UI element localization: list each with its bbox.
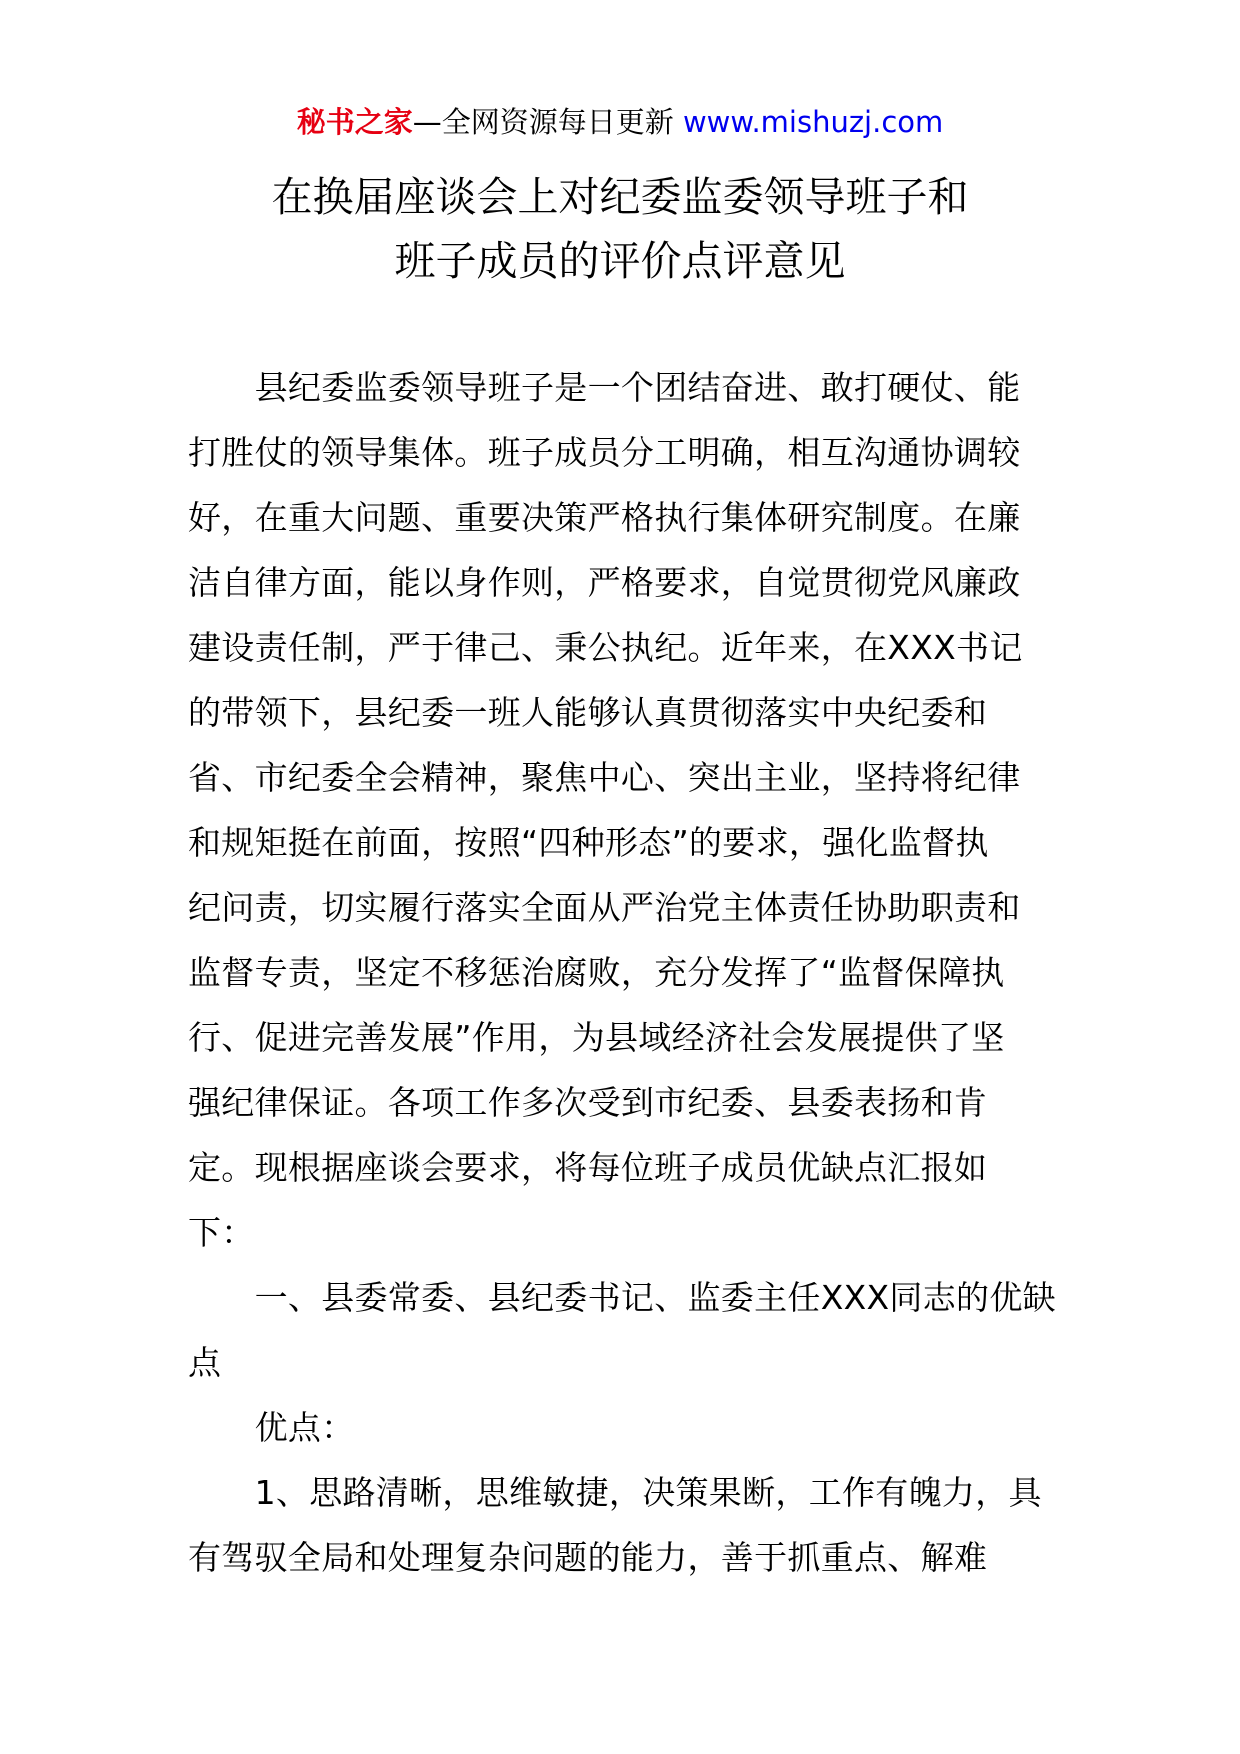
body-line: 纪问责，切实履行落实全面从严治党主体责任协助职责和 [188,888,1021,927]
document-title [0,165,1240,293]
section-heading-line: 一、县委常委、县纪委书记、监委主任XXX同志的优缺 [188,1278,1056,1317]
brand-name: 秘书之家 [296,105,413,139]
body-line: 强纪律保证。各项工作多次受到市纪委、县委表扬和肯 [188,1083,988,1122]
site-url[interactable]: www.mishuzj.com [682,105,944,139]
title-line-2: 班子成员的评价点评意见 [394,237,846,285]
body-line: 的带领下，县纪委一班人能够认真贯彻落实中央纪委和 [188,693,988,732]
header-tagline: —全网资源每日更新 [412,105,674,139]
site-header [0,102,1240,142]
body-line: 好，在重大问题、重要决策严格执行集体研究制度。在廉 [188,498,1021,537]
list-item-line: 有驾驭全局和处理复杂问题的能力，善于抓重点、解难 [188,1538,988,1577]
body-line: 省、市纪委全会精神，聚焦中心、突出主业，坚持将纪律 [188,758,1021,797]
document-body [188,355,1054,1590]
subheading-strengths: 优点： [188,1408,355,1447]
body-line: 定。现根据座谈会要求，将每位班子成员优缺点汇报如 [188,1148,988,1187]
body-line: 和规矩挺在前面，按照“四种形态”的要求，强化监督执 [188,823,989,862]
body-line: 监督专责，坚定不移惩治腐败，充分发挥了“监督保障执 [188,953,1005,992]
body-line: 洁自律方面，能以身作则，严格要求，自觉贯彻党风廉政 [188,563,1021,602]
title-line-1: 在换届座谈会上对纪委监委领导班子和 [271,173,969,221]
body-line: 建设责任制，严于律己、秉公执纪。近年来，在XXX书记 [188,628,1023,667]
body-line: 县纪委监委领导班子是一个团结奋进、敢打硬仗、能 [188,368,1021,407]
list-item-line: 1、思路清晰，思维敏捷，决策果断，工作有魄力，具 [188,1473,1042,1512]
body-line: 行、促进完善发展”作用，为县域经济社会发展提供了坚 [188,1018,1005,1057]
section-heading-line: 点 [188,1343,222,1382]
body-line: 打胜仗的领导集体。班子成员分工明确，相互沟通协调较 [188,433,1021,472]
body-line: 下： [188,1213,255,1252]
